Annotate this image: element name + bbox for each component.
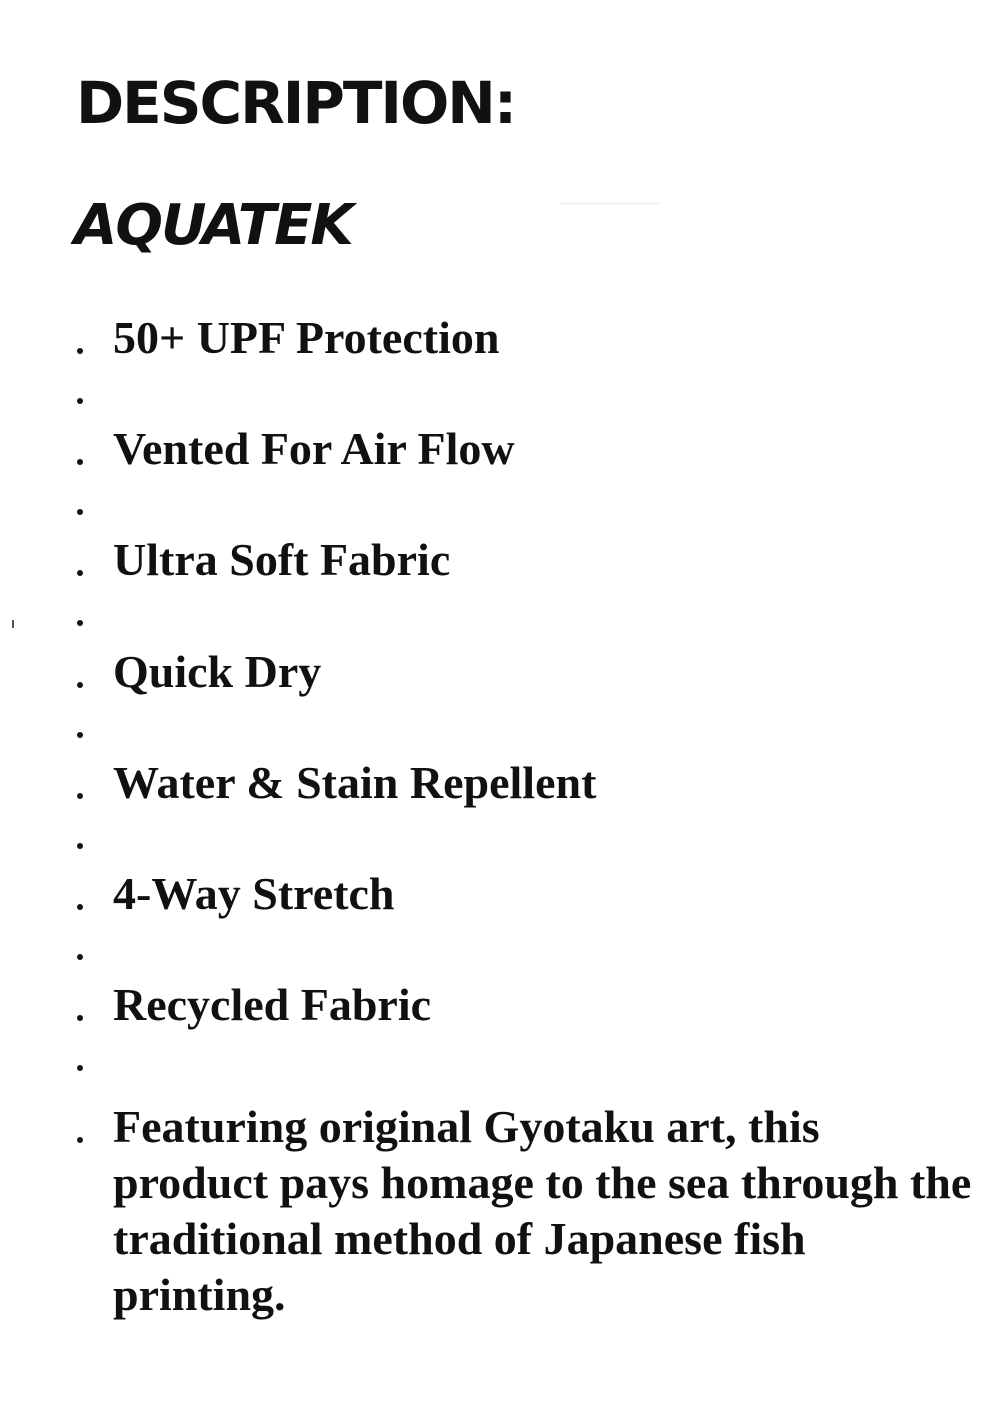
feature-text: 50+ UPF Protection [113,312,500,363]
bullet-dot [77,1015,83,1021]
bullet-dot [77,398,83,404]
bullet-dot [77,1137,83,1143]
bullet-dot [77,570,83,576]
feature-text: Ultra Soft Fabric [113,534,451,585]
feature-text: Featuring original Gyotaku art, this product pays homage to the sea through the traditional method of Japanese fish printing. [113,1101,972,1320]
bullet-dot [77,904,83,910]
bullet-dot [77,348,83,354]
bullet-dot [77,459,83,465]
faint-scan-mark [560,202,660,205]
bullet-dot [77,732,83,738]
bullet-dot [77,509,83,515]
description-heading: DESCRIPTION: [76,69,516,137]
bullet-dot [77,1065,83,1071]
bullet-dot [77,620,83,626]
bullet-dot [77,954,83,960]
edge-scan-mark [12,620,14,628]
brand-name: AQUATEK [74,193,352,258]
feature-text: Vented For Air Flow [113,423,515,474]
bullet-dot [77,843,83,849]
feature-text: Quick Dry [113,646,322,697]
feature-text: Water & Stain Repellent [113,757,597,808]
bullet-dot [77,682,83,688]
feature-text: 4-Way Stretch [113,868,395,919]
feature-text: Recycled Fabric [113,979,432,1030]
bullet-dot [77,793,83,799]
